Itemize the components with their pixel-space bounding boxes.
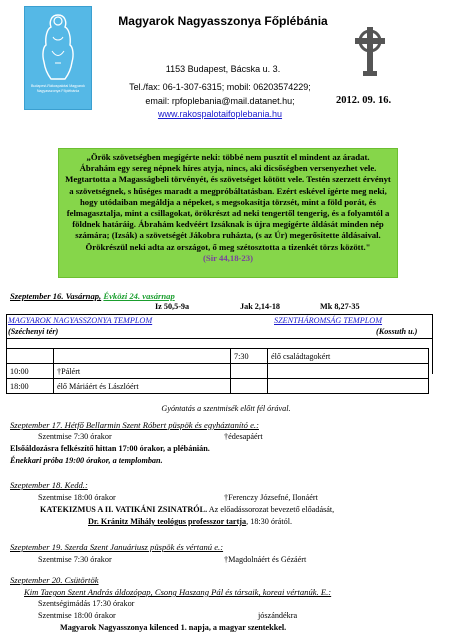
quote-line: számára; (Izsák) a szövetségét Jákobra ruházta, (s az Úr) megerősítette áldásaival. <box>75 230 381 241</box>
reading-3: Mk 8,27-35 <box>320 302 360 311</box>
quote-line: felmagasztalja, mint a csillagokat, örökrészt ad neki tengertől tengerig, és a folyamtól a <box>66 208 390 219</box>
mass-line: Szentmise 18:00 órakor <box>38 611 116 620</box>
church-left: MAGYAROK NAGYASSZONYA TEMPLOM <box>8 316 153 325</box>
quote-line: Örökrészül neki adta az országot, ő meg szétosztotta a tizenkét törzs között." <box>85 241 371 252</box>
katekizmus-title: KATEKIZMUS A II. VATIKÁNI ZSINATRÓL. <box>40 505 208 514</box>
mass-line: Szentségimádás 17:30 órakor <box>38 599 135 608</box>
announcement: Elsőáldozásra felkészítő hittan 17:00 órakor, a plébánián. <box>10 444 210 453</box>
quote-reference: (Sir 44,18-23) <box>202 252 254 263</box>
table-row <box>7 364 429 379</box>
mass-time: 10:00 <box>7 364 54 379</box>
mass-time: 18:00 <box>7 379 54 394</box>
church-left-sub: (Széchenyi tér) <box>8 327 59 336</box>
logo-text: Budapest-Rákospalotai Magyarok Nagyasszonya Főplébánia <box>31 84 85 93</box>
church-right: SZENTHÁROMSÁG TEMPLOM <box>274 316 383 325</box>
mass-line: Szentmise 7:30 órakor <box>38 432 112 441</box>
reading-1: Iz 50,5-9a <box>155 302 190 311</box>
mass-line: Szentmise 7:30 órakor <box>38 555 112 564</box>
day-subheading: Kim Taegon Szent András áldozópap, Csong Haszang Pál és társaik, koreai vértanúk. E.: <box>24 587 332 597</box>
parish-logo <box>24 6 92 110</box>
contact-block <box>104 81 336 122</box>
mass-intent: élő családtagokért <box>268 349 429 364</box>
day-heading: Szeptember 20. Csütörtök <box>10 575 99 585</box>
katekizmus-rest: Az előadássorozat bevezető előadását, <box>207 505 335 514</box>
mass-line: Szentmise 18:00 órakor <box>38 493 116 502</box>
day-heading: Szeptember 17. Hétfő Bellarmin Szent Róbert püspök és egyháztanító e.: <box>10 420 259 430</box>
speaker-line <box>88 517 292 526</box>
church-right-sub: (Kossuth u.) <box>376 327 418 336</box>
quote-line: földnek határáig. Ábrahám kedvéért Izsáknak is újra megígérte áldását minden nép <box>72 219 384 230</box>
sunday-feast: Évközi 24. vasárnap <box>103 291 175 301</box>
mass-time: 7:30 <box>231 349 268 364</box>
table-row <box>7 349 429 364</box>
quote-line: hogy utódaiban megáldja a népeket, s megsokasítja törzsét, mint a föld porát, és <box>79 196 377 207</box>
mass-intent: †Magdolnáért és Gézáért <box>224 555 307 564</box>
address: 1153 Budapest, Bácska u. 3. <box>165 64 281 74</box>
announcement: Magyarok Nagyasszonya kilenced 1. napja, a magyar szentekkel. <box>60 623 287 632</box>
email-line: email: rpfoplebania@mail.datanet.hu; <box>145 95 295 106</box>
celtic-cross-icon <box>350 25 390 77</box>
mass-intent: †Ferenczy Józsefné, Ilonáért <box>224 493 318 502</box>
parish-name: Magyarok Nagyasszonya Főplébánia <box>118 14 328 28</box>
quote-line: Ábrahám egy sereg népnek híres atyja, nincs, aki dicsőségben versenyezhet vele. <box>79 163 377 174</box>
mass-intent: †Pálért <box>54 364 231 379</box>
phone-line: Tel./fax: 06-1-307-6315; mobil: 06203574229; <box>129 82 311 92</box>
sunday-day: Szeptember 16. Vasárnap, <box>10 291 102 301</box>
speaker-name: Dr. Kránitz Mihály teológus professzor tartja <box>88 517 247 526</box>
scripture-quote <box>58 148 398 278</box>
quote-line: „Örök szövetségben megígérte neki: többé nem pusztít el mindent az áradat. <box>86 152 370 162</box>
sunday-heading <box>10 291 175 301</box>
confession-note: Gyóntatás a szentmisék előtt fél órával. <box>161 404 291 413</box>
announcement: Énekkari próba 19:00 órakor, a templomban. <box>10 456 163 465</box>
bulletin-date: 2012. 09. 16. <box>336 95 392 106</box>
table-row <box>7 379 429 394</box>
katekizmus-line <box>40 505 334 514</box>
quote-line: a szövetségnek, s hűséges maradt a megpróbáltatásban. Ezért eskével ígérte meg neki, <box>69 185 387 196</box>
reading-2: Jak 2,14-18 <box>240 302 281 311</box>
quote-line: Megtartotta a Magasságbeli törvényét, és szövetséget kötött vele. Testén szerzett érvényt <box>65 174 391 185</box>
right-church-table <box>6 348 429 394</box>
day-heading: Szeptember 19. Szerda Szent Januáriusz püspök és vértanú e.: <box>10 542 224 552</box>
mass-intent: élő Máriáért és Lászlóért <box>54 379 231 394</box>
mass-intent: jószándékra <box>258 611 298 620</box>
website-link[interactable]: www.rakospalotaifoplebania.hu <box>157 109 283 119</box>
mass-intent: †édesapáért <box>224 432 263 441</box>
day-heading: Szeptember 18. Kedd.: <box>10 480 88 490</box>
speaker-rest: , 18:30 órától. <box>246 517 293 526</box>
